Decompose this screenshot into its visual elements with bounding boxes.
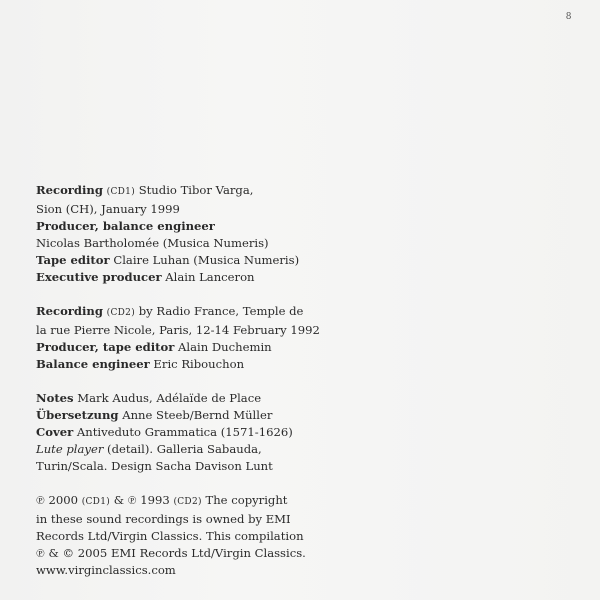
copyright-block	[36, 492, 336, 579]
recording-cd2-location: la rue Pierre Nicole, Paris, 12-14 February 1992	[36, 323, 320, 337]
recording-label: Recording	[36, 183, 103, 197]
translation-authors: Anne Steeb/Bernd Müller	[118, 408, 273, 422]
recording-cd2-venue: by Radio France, Temple de	[135, 304, 304, 318]
website-link[interactable]: www.virginclassics.com	[36, 563, 176, 577]
credits-text	[36, 182, 336, 596]
cd1-tag: (CD1)	[106, 187, 136, 197]
copyright-intro: The copyright	[201, 493, 288, 507]
cover-label: Cover	[36, 425, 74, 439]
recording-cd2-line	[36, 303, 336, 322]
producer-balance-label: Producer, balance engineer	[36, 219, 215, 233]
recording-cd2-block	[36, 303, 336, 373]
website-line	[36, 562, 336, 579]
notes-authors: Mark Audus, Adélaïde de Place	[73, 391, 262, 405]
copyright-line-3: Records Ltd/Virgin Classics. This compilation	[36, 529, 304, 543]
cover-artist: Antiveduto Grammatica (1571-1626)	[73, 425, 293, 439]
translation-line	[36, 407, 336, 424]
recording-cd1-block	[36, 182, 336, 286]
recording-cd1-venue: Studio Tibor Varga,	[135, 183, 254, 197]
notes-label: Notes	[36, 391, 74, 405]
copyright-cd1-tag: (CD1)	[81, 497, 111, 507]
cover-artwork-location: (detail). Galleria Sabauda,	[103, 442, 262, 456]
recording-cd1-line	[36, 182, 336, 201]
executive-producer-line	[36, 269, 336, 286]
balance-engineer-line	[36, 356, 336, 373]
producer-tape-label: Producer, tape editor	[36, 340, 175, 354]
page-number: 8	[565, 12, 572, 22]
cover-artwork-title: Lute player	[36, 442, 104, 456]
executive-producer-name: Alain Lanceron	[161, 270, 255, 284]
copyright-line-4: ℗ & © 2005 EMI Records Ltd/Virgin Classics.	[36, 546, 306, 560]
recording-cd1-location: Sion (CH), January 1999	[36, 202, 180, 216]
recording-label: Recording	[36, 304, 103, 318]
translation-label: Übersetzung	[36, 408, 119, 422]
copyright-line-2: in these sound recordings is owned by EMI	[36, 512, 291, 526]
cover-line	[36, 424, 336, 441]
copyright-year-1: ℗ 2000	[36, 493, 82, 507]
notes-line	[36, 390, 336, 407]
producer-tape-line	[36, 339, 336, 356]
tape-editor-name: Claire Luhan (Musica Numeris)	[109, 253, 300, 267]
producer-tape-name: Alain Duchemin	[174, 340, 272, 354]
executive-producer-label: Executive producer	[36, 270, 162, 284]
copyright-line-1	[36, 492, 336, 511]
cd2-tag: (CD2)	[106, 308, 136, 318]
producer-balance-name: Nicolas Bartholomée (Musica Numeris)	[36, 236, 269, 250]
notes-cover-block	[36, 390, 336, 475]
copyright-cd2-tag: (CD2)	[173, 497, 202, 507]
tape-editor-label: Tape editor	[36, 253, 110, 267]
cover-design-line: Turin/Scala. Design Sacha Davison Lunt	[36, 459, 273, 473]
cover-detail-line	[36, 441, 336, 458]
tape-editor-line	[36, 252, 336, 269]
balance-engineer-label: Balance engineer	[36, 357, 150, 371]
balance-engineer-name: Eric Ribouchon	[149, 357, 245, 371]
copyright-year-2: & ℗ 1993	[110, 493, 174, 507]
